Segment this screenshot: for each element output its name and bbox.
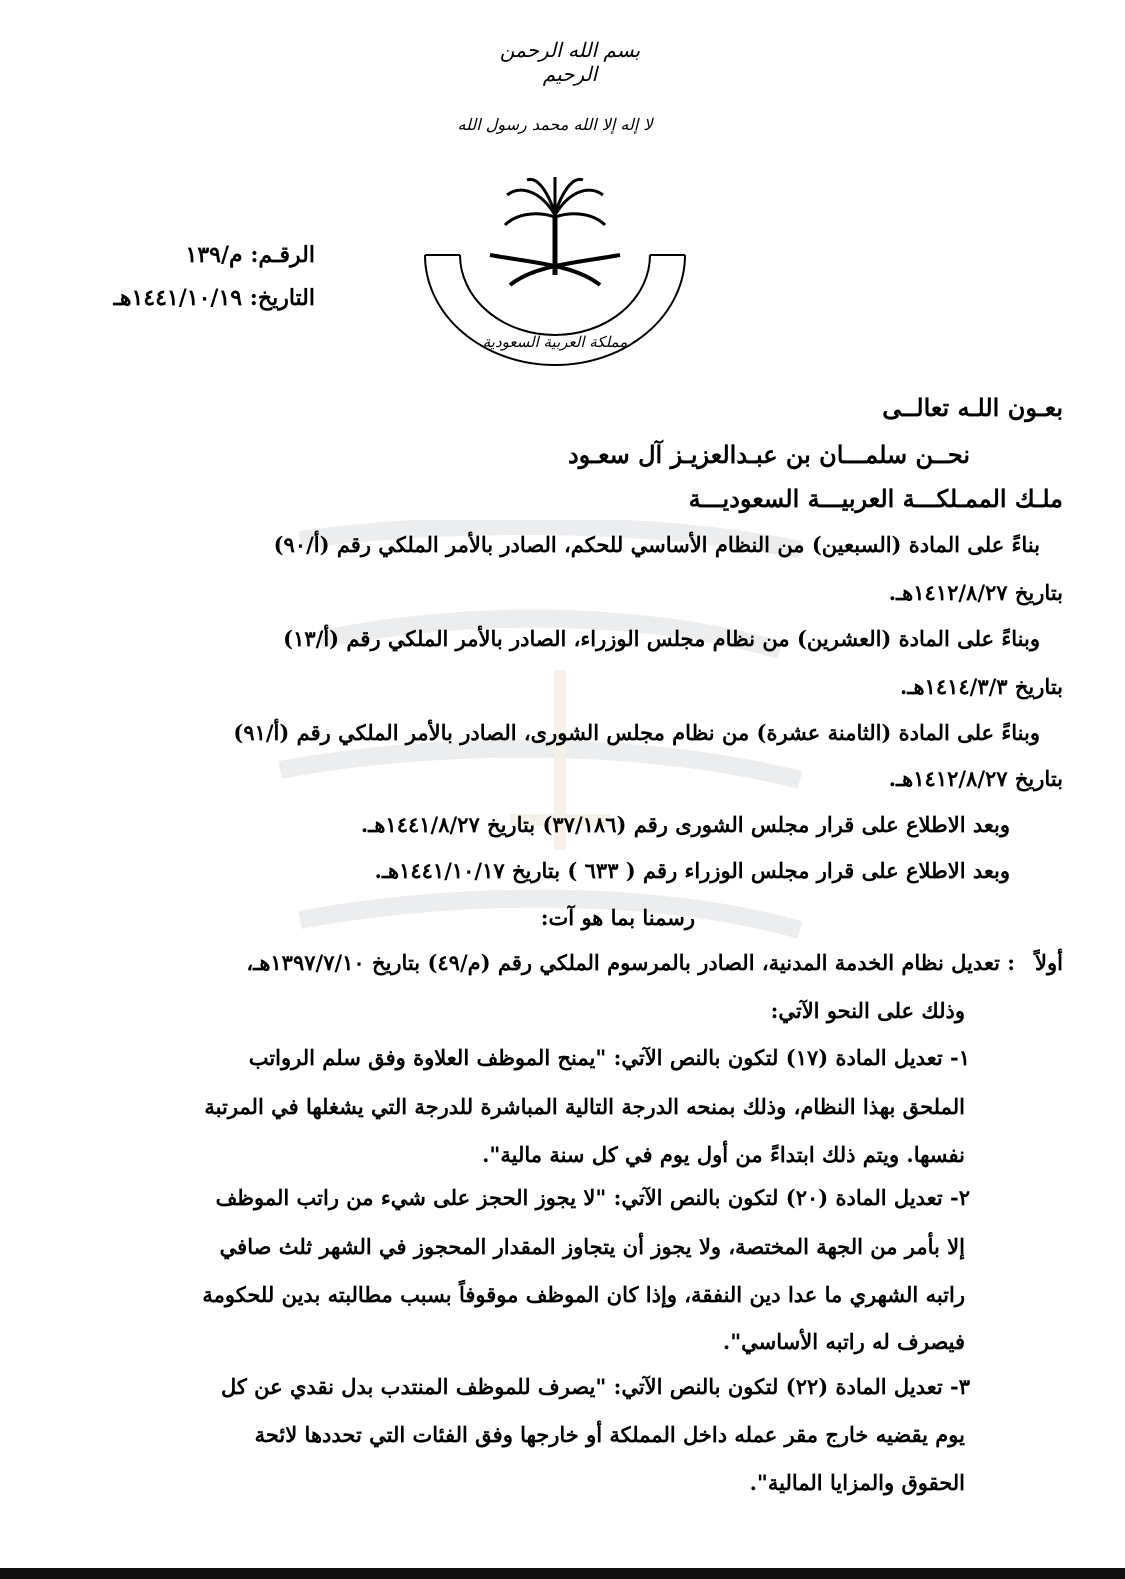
item-3c: الحقوق والمزايا المالية". [749,1470,965,1495]
item-2a: ٢- تعديل المادة (٢٠) لتكون بالنص الآتي: "لا يجوز الحجز على شيء من راتب الموظف [215,1185,970,1210]
preamble-5: وبعد الاطلاع على قرار مجلس الوزراء رقم ( ٦٣٣ ) بتاريخ ١٤٤١/١٠/١٧هـ. [374,858,1010,883]
preamble-2b: بتاريخ ١٤١٤/٣/٣هـ. [900,674,1063,699]
title-line-1: بعـون اللـه تعالــى [882,393,1063,422]
preamble-4: وبعد الاطلاع على قرار مجلس الشورى رقم (٣٧/١٨٦) بتاريخ ١٤٤١/٨/٢٧هـ. [360,812,1010,837]
reference-number-value: م/١٣٩ [185,242,243,268]
preamble-1a: بناءً على المادة (السبعين) من النظام الأساسي للحكم، الصادر بالأمر الملكي رقم (أ/٩٠) [273,532,1040,557]
preamble-6: رسمنا بما هو آت: [540,905,695,930]
reference-date-value: ١٤٤١/١٠/١٩هـ [113,285,243,311]
preamble-1b: بتاريخ ١٤١٢/٨/٢٧هـ. [888,580,1063,605]
reference-date [0,285,315,311]
item-3a: ٣- تعديل المادة (٢٢) لتكون بالنص الآتي: "يصرف للموظف المنتدب بدل نقدي عن كل [220,1374,970,1399]
reference-number [0,242,315,268]
item-2d: فيصرف له راتبه الأساسي". [722,1329,965,1354]
basmala: بسم الله الرحمن الرحيم [499,38,641,86]
item-3b: يوم يقضيه خارج مقر عمله داخل المملكة أو خارجها وفق الفئات التي تحددها لائحة [254,1422,965,1447]
reference-date-label: التاريخ: [249,285,315,311]
emblem-arc-text: مملكة العربية السعودية [482,333,628,351]
clause-first-label: أولاً [1035,950,1063,975]
reference-number-label: الرقـم: [250,242,315,268]
preamble-3a: وبناءً على المادة (الثامنة عشرة) من نظام مجلس الشورى، الصادر بالأمر الملكي رقم (أ/٩١) [233,720,1040,745]
saudi-emblem-icon [415,85,695,375]
item-2c: راتبه الشهري ما عدا دين النفقة، وإذا كان الموظف موقوفاً بسبب مطالبته بدين للحكومة [202,1282,965,1307]
title-line-3: ملـك الممـلكـــة العربيـــة السعوديـــة [688,484,1063,513]
item-1b: الملحق بهذا النظام، وذلك بمنحه الدرجة التالية المباشرة للدرجة التي يشغلها في المرتبة [204,1094,965,1119]
clause-first-b: وذلك على النحو الآتي: [770,998,965,1023]
clause-first-a: : تعديل نظام الخدمة المدنية، الصادر بالمرسوم الملكي رقم (م/٤٩) بتاريخ ١٣٩٧/٧/١٠هـ، [246,950,1015,975]
preamble-2a: وبناءً على المادة (العشرين) من نظام مجلس الوزراء، الصادر بالأمر الملكي رقم (أ/١٣) [283,626,1040,651]
item-2b: إلا بأمر من الجهة المختصة، ولا يجوز أن يتجاوز المقدار المحجوز في الشهر ثلث صافي [219,1234,965,1259]
preamble-3b: بتاريخ ١٤١٢/٨/٢٧هـ. [888,766,1063,791]
scan-edge [0,1568,1125,1579]
title-line-2: نحــن سلمـــان بن عبـدالعزيـز آل سعـود [567,440,970,469]
item-1a: ١- تعديل المادة (١٧) لتكون بالنص الآتي: "يمنح الموظف العلاوة وفق سلم الرواتب [248,1045,970,1070]
item-1c: نفسها. ويتم ذلك ابتداءً من أول يوم في كل سنة مالية". [482,1142,965,1167]
emblem-shahada: لا إله إلا الله محمد رسول الله [457,115,653,134]
